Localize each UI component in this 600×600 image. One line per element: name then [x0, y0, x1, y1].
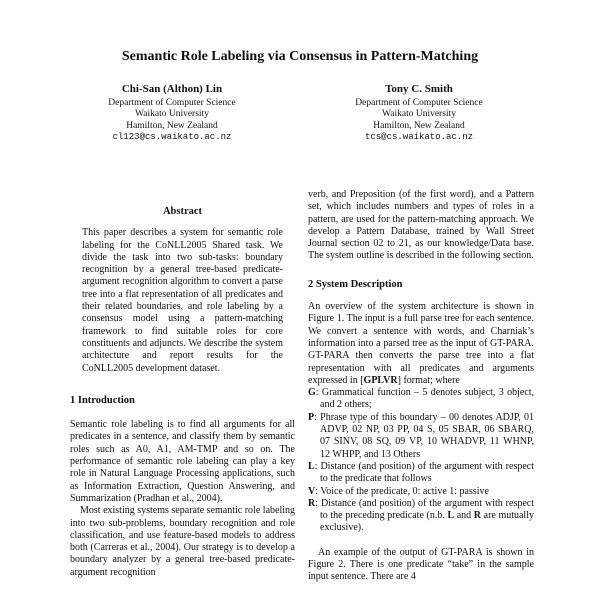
right-column [308, 189, 534, 584]
list-item-p [308, 412, 534, 461]
author-2-name: Tony C. Smith [385, 83, 453, 95]
list-key-r: R [308, 497, 316, 509]
author-1-email[interactable]: cl123@cs.waikato.ac.nz [112, 132, 232, 142]
author-2-dept: Department of Computer Science [355, 97, 483, 108]
list-item-l [308, 461, 534, 486]
abstract-text: This paper describes a system for semantic role labeling for the CoNLL2005 Shared task. We divide the task into two sub-tasks: boundary recognition by a general tree-based predicate-argument recognition algorithm to convert a parse tree into a flat representation of all predicates and their related boundaries, and role labeling by a consensus model using a pattern-matching framework to find suitable roles for core constituents and adjuncts. We describe the system architecture and report results for the CoNLL2005 development dataset. [82, 227, 283, 374]
intro-paragraph-1: Semantic role labeling is to find all arguments for all predicates in a sentence, and classify them by semantic roles such as A0, A1, AM-TMP and so on. The performance of semantic role labeling can play a key role in Natural Language Processing applications, such as Information Extraction, Question Answering, and Summarization (Pradhan et al., 2004). [70, 419, 295, 504]
paper-title: Semantic Role Labeling via Consensus in Pattern-Matching [121, 49, 479, 64]
author-1-name: Chi-San (Althon) Lin [121, 83, 223, 95]
list-key-g: G [308, 387, 316, 399]
list-item-v [308, 486, 534, 498]
note-mid: and [454, 510, 474, 522]
continued-paragraph: verb, and Preposition (of the first word), and a Pattern set, which includes numbers and types of roles in a pattern, are used for the pattern-matching approach. We develop a Pattern Database, trained by Wall Street Journal section 02 to 21, as our knowledge/Data base. The system outline is described in the following section. [308, 189, 534, 262]
list-item-r [308, 498, 534, 535]
author-1-univ: Waikato University [135, 109, 209, 119]
list-text-l: : Distance (and position) of the argument with respect to the predicate that follows [314, 460, 534, 485]
author-2-city: Hamilton, New Zealand [373, 120, 465, 131]
introduction-heading: 1 Introduction [70, 394, 135, 406]
list-key-p: P [308, 411, 315, 423]
list-text-p: : Phrase type of this boundary – 00 denotes ADJP, 01 ADVP, 02 NP, 03 PP, 04 S, 05 SBAR, 06 SBARQ, 07 SINV, 08 SQ, 09 VP, 10 WHADVP, 11 WHNP, 12 WHPP, and 13 Others [314, 411, 534, 460]
note-end: are mutually exclusive). [320, 510, 534, 534]
abstract-heading: Abstract [162, 206, 203, 217]
system-paragraph-2: An example of the output of GT-PARA is shown in Figure 2. There is one predicate “take” in the sample input sentence. There are 4 [308, 546, 534, 583]
list-key-v: V [308, 485, 316, 497]
author-2-email[interactable]: tcs@cs.waikato.ac.nz [364, 132, 474, 142]
system-paragraph-1-text: An overview of the system architecture is shown in Figure 1. The input is a full parse tree for each sentence. We convert a sentence with words, and Charniak’s information into a parsed tree as the input of GT-PARA. GT-PARA then converts the parse tree into a flat representation with all predicates and arguments expressed in [ [308, 301, 534, 386]
note-r: R [473, 510, 482, 522]
left-column [70, 206, 295, 579]
note-l: L [447, 510, 455, 522]
author-2 [309, 84, 529, 144]
gplvr-format: GPLVR [363, 374, 398, 386]
list-key-l: L [308, 460, 315, 472]
author-1-dept: Department of Computer Science [108, 97, 236, 108]
list-text-g: : Grammatical function – 5 denotes subject, 3 object, and 2 others; [315, 387, 534, 411]
system-paragraph-1-end: ] format; where [397, 374, 460, 386]
list-item-g [308, 387, 534, 412]
intro-paragraph-2: Most existing systems separate semantic role labeling into two sub-problems, boundary recognition and role classification, and use feature-based models to address both (Carreras et al., 2004). Our strategy is to develop a boundary analyzer by a general tree-based predicate-argument recognition [70, 505, 295, 578]
author-1-city: Hamilton, New Zealand [126, 120, 218, 131]
list-text-v: : Voice of the predicate, 0: active 1: passive [315, 485, 489, 497]
system-paragraph-1 [308, 301, 534, 387]
gplvr-definition-list [308, 387, 534, 535]
list-text-r: : Distance (and position) of the argument with respect to the preceding predicate (n.b. [315, 497, 534, 522]
author-2-univ: Waikato University [382, 109, 456, 119]
author-1 [62, 84, 282, 144]
system-description-heading: 2 System Description [308, 278, 403, 290]
